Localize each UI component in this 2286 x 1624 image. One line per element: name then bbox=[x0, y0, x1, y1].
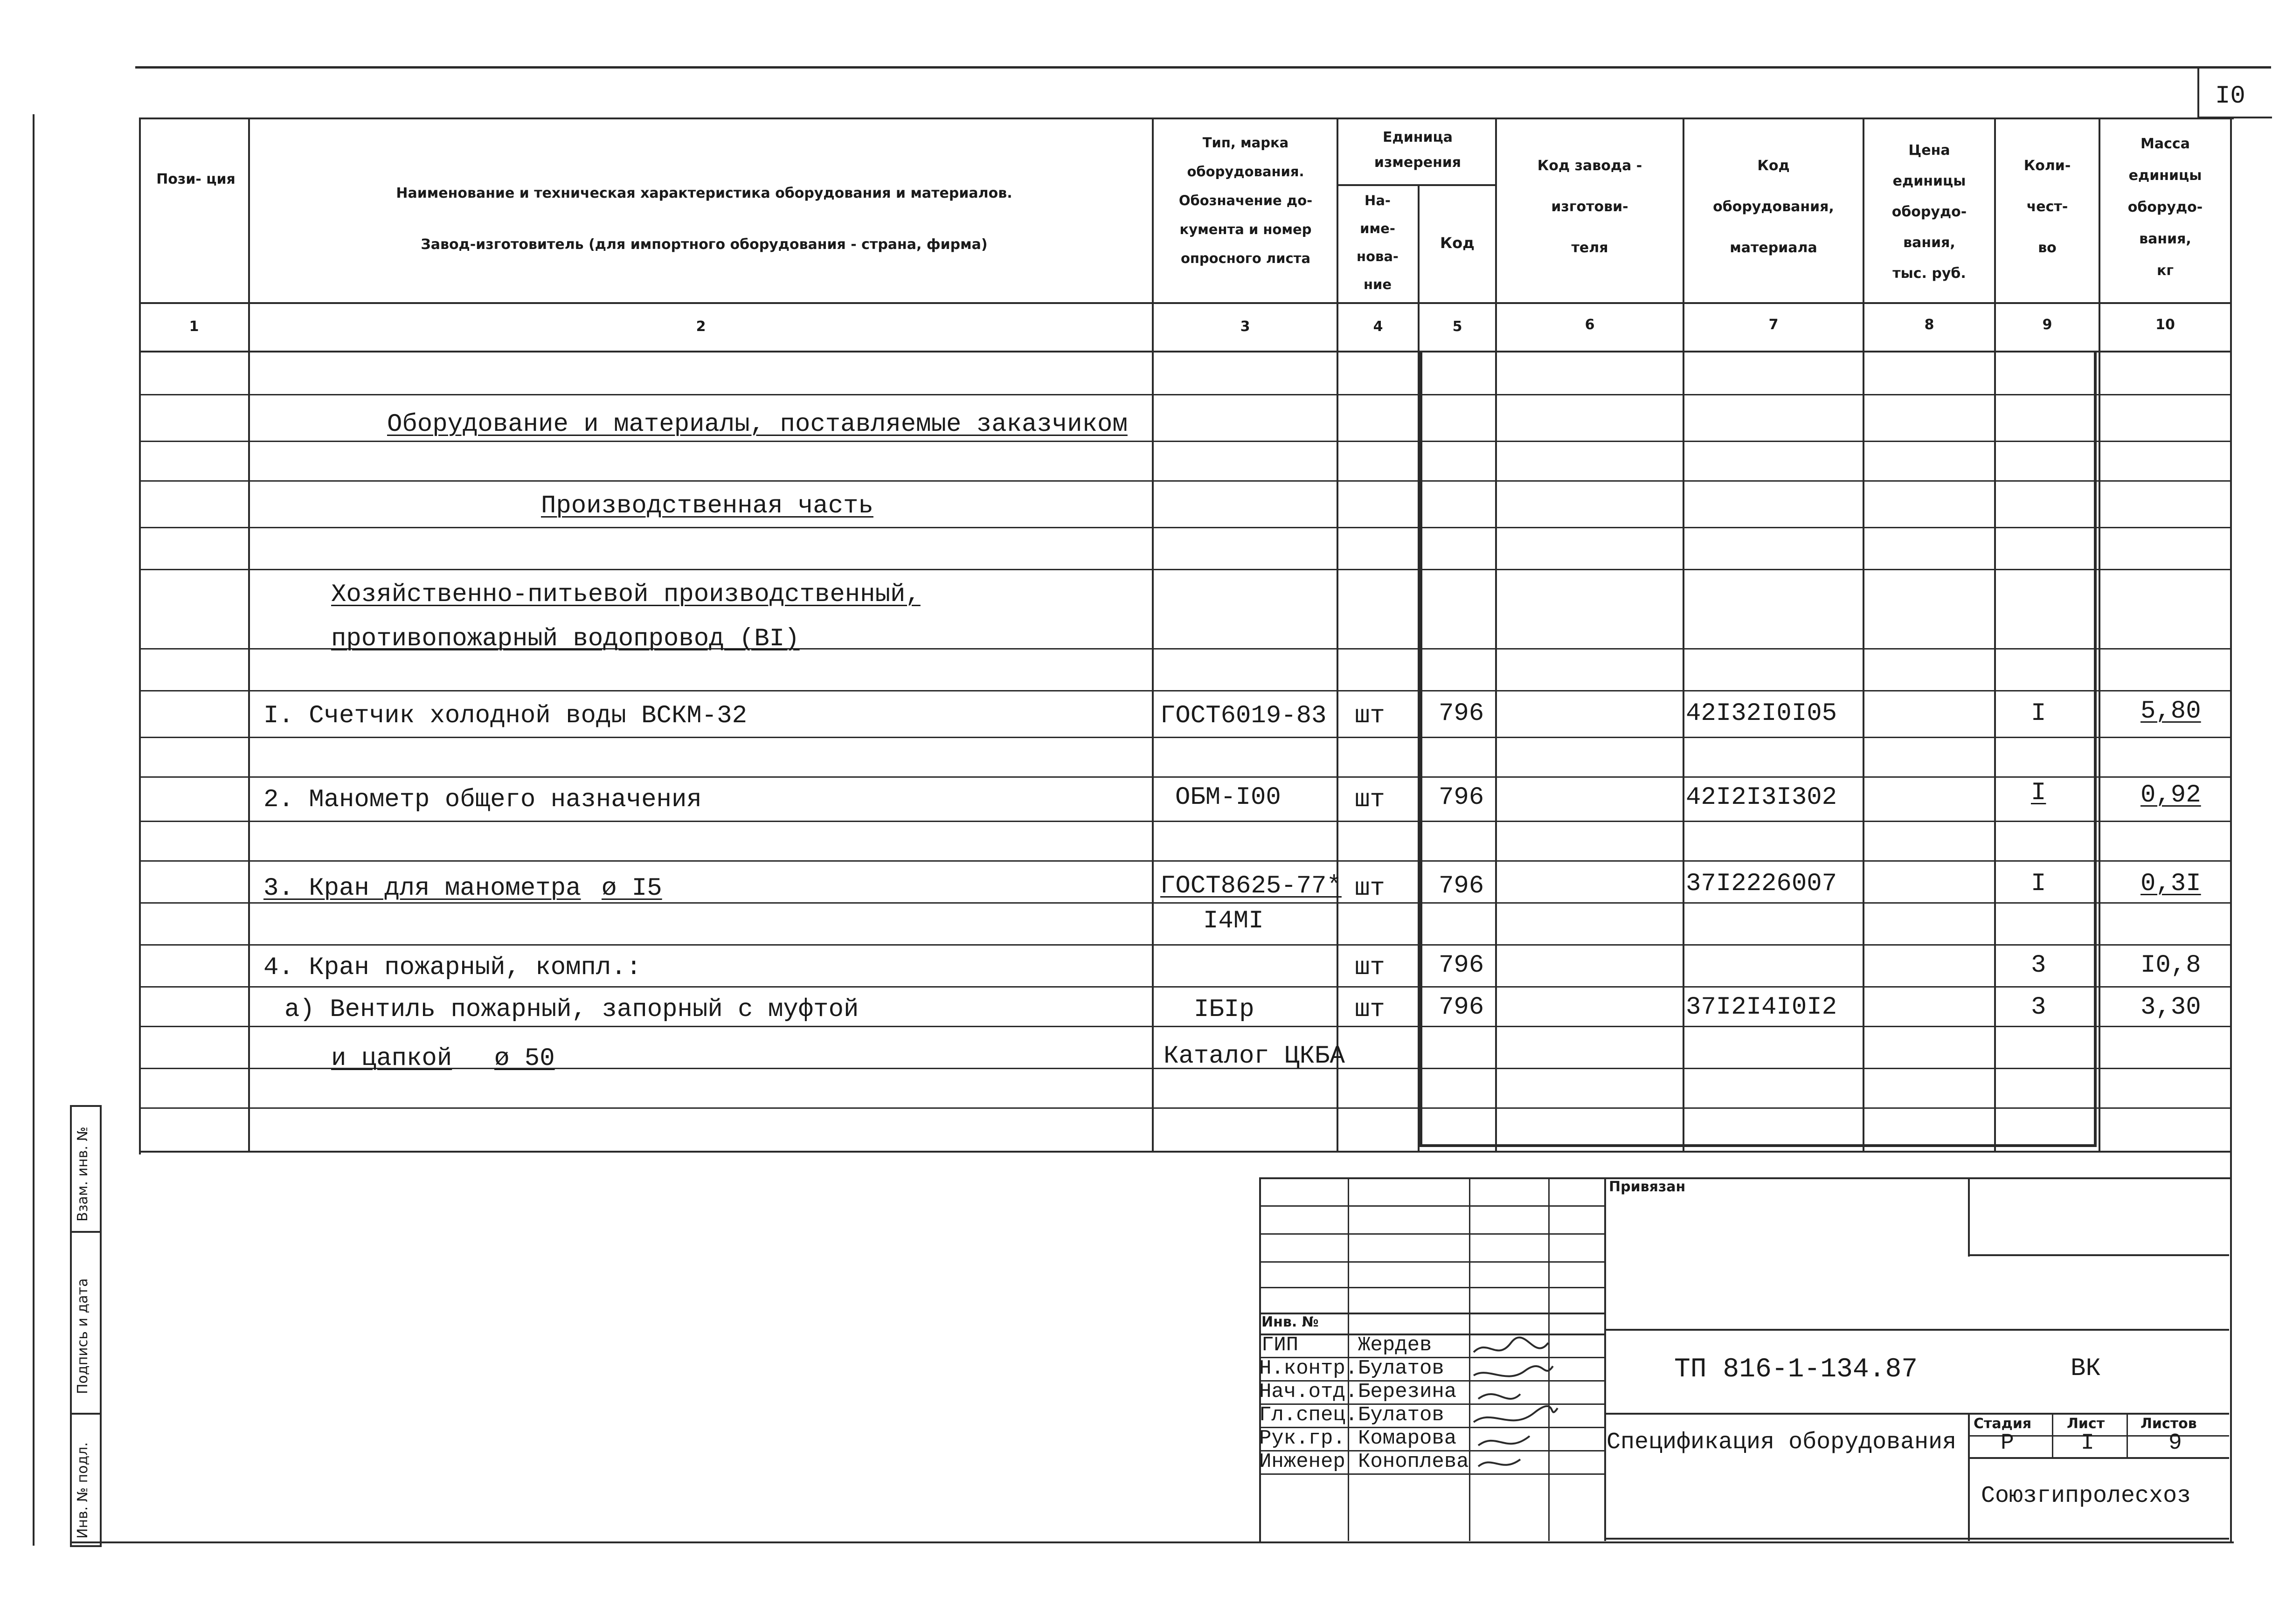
colnum-4: 4 bbox=[1373, 318, 1383, 335]
row3-mass: 0,3I bbox=[2141, 870, 2201, 898]
row4a-name2-extra: ø 50 bbox=[494, 1044, 555, 1073]
row4a-type: IБIр bbox=[1194, 995, 1254, 1024]
side-label-a: Взам. инв. № bbox=[75, 1126, 91, 1222]
row4a-unit: шт bbox=[1355, 995, 1385, 1024]
section-title-1: Оборудование и материалы, поставляемые заказчиком bbox=[387, 410, 1128, 439]
row3-equip-code: 37I2226007 bbox=[1686, 870, 1837, 898]
sheet-number: I0 bbox=[2215, 82, 2245, 111]
top-border bbox=[135, 66, 2271, 69]
left-margin-line bbox=[33, 114, 35, 1546]
stamp-name-5: Комарова bbox=[1358, 1427, 1457, 1450]
row4-mass: I0,8 bbox=[2141, 951, 2201, 980]
row3-name: 3. Кран для манометра bbox=[263, 874, 581, 903]
header-col1: Пози- ция bbox=[156, 171, 236, 187]
side-label-b: Подпись и дата bbox=[75, 1278, 91, 1394]
stamp-role-2: Н.контр. bbox=[1259, 1357, 1358, 1380]
row2-type: ОБМ-I00 bbox=[1175, 783, 1281, 812]
row4a-equip-code: 37I2I4I0I2 bbox=[1686, 993, 1837, 1022]
row1-qty: I bbox=[2031, 699, 2046, 728]
stamp-doc-title: Спецификация оборудования bbox=[1607, 1429, 1957, 1456]
header-col3: Тип, марка оборудования. Обозначение до- кумента и номер опросного листа bbox=[1178, 135, 1313, 266]
row2-code: 796 bbox=[1439, 783, 1484, 812]
row2-name: 2. Манометр общего назначения bbox=[263, 786, 702, 814]
row1-type: ГОСТ6019-83 bbox=[1160, 702, 1327, 730]
row4-code: 796 bbox=[1439, 951, 1484, 980]
row3-name-extra: ø I5 bbox=[602, 874, 662, 903]
sheet-box-left bbox=[2197, 66, 2199, 118]
row2-unit: шт bbox=[1355, 786, 1385, 814]
header-col8: Цена единицы оборудо- вания, тыс. руб. bbox=[1891, 142, 1967, 282]
colnum-10: 10 bbox=[2155, 317, 2175, 333]
row4a-name2: и цапкой bbox=[331, 1044, 452, 1073]
section-title-3b: противопожарный водопровод (BI) bbox=[331, 625, 800, 653]
stamp-stage-label: Стадия bbox=[1974, 1416, 2032, 1432]
row1-equip-code: 42I32I0I05 bbox=[1686, 699, 1837, 728]
section-title-3a: Хозяйственно-питьевой производственный, bbox=[331, 580, 921, 609]
colnum-9: 9 bbox=[2042, 317, 2052, 333]
stamp-role-1: ГИП bbox=[1261, 1334, 1299, 1357]
row1-mass: 5,80 bbox=[2141, 697, 2201, 726]
stamp-name-2: Булатов bbox=[1358, 1357, 1444, 1380]
stamp-role-5: Рук.гр. bbox=[1259, 1427, 1345, 1450]
header-col10: Масса единицы оборудо- вания, кг bbox=[2127, 136, 2203, 279]
header-col4: На- име- нова- ние bbox=[1357, 193, 1399, 292]
section-title-2: Производственная часть bbox=[541, 492, 873, 520]
stamp-name-6: Коноплева bbox=[1358, 1450, 1469, 1473]
row4a-type2: Каталог ЦКБА bbox=[1164, 1042, 1345, 1071]
header-col9: Коли- чест- во bbox=[2023, 158, 2071, 256]
header-col2: Наименование и техническая характеристика оборудования и материалов. Завод-изготовитель (для импортного оборудования - страна, фирма) bbox=[396, 185, 1012, 253]
row1-unit: шт bbox=[1355, 702, 1385, 730]
stamp-name-4: Булатов bbox=[1358, 1403, 1444, 1427]
stamp-sheets-label: Листов bbox=[2141, 1416, 2197, 1432]
colnum-1: 1 bbox=[189, 318, 199, 335]
stamp-sheets: 9 bbox=[2168, 1431, 2182, 1456]
stamp-role-3: Нач.отд. bbox=[1259, 1380, 1358, 1403]
row4-name: 4. Кран пожарный, компл.: bbox=[263, 954, 642, 982]
stamp-privyazan: Привязан bbox=[1609, 1179, 1686, 1195]
colnum-3: 3 bbox=[1240, 318, 1250, 335]
stamp-stage: Р bbox=[2001, 1431, 2014, 1456]
stamp-sheet-label: Лист bbox=[2067, 1416, 2105, 1432]
colnum-2: 2 bbox=[696, 318, 706, 335]
row4a-code: 796 bbox=[1439, 993, 1484, 1022]
stamp-doc-mark: ВК bbox=[2071, 1354, 2101, 1383]
row2-mass: 0,92 bbox=[2141, 781, 2201, 809]
row4a-name: а) Вентиль пожарный, запорный с муфтой bbox=[284, 995, 859, 1024]
header-col7: Код оборудования, материала bbox=[1713, 158, 1834, 256]
stamp-name-1: Жердев bbox=[1358, 1334, 1432, 1357]
row3-qty: I bbox=[2031, 870, 2046, 898]
row3-type2: I4MI bbox=[1203, 907, 1264, 935]
stamp-sheet: I bbox=[2081, 1431, 2094, 1456]
colnum-5: 5 bbox=[1452, 318, 1462, 335]
colnum-6: 6 bbox=[1585, 317, 1595, 333]
colnum-7: 7 bbox=[1768, 317, 1779, 333]
stamp-role-6: Инженер bbox=[1259, 1450, 1345, 1473]
stamp-inv-no: Инв. № bbox=[1261, 1314, 1319, 1330]
header-unit-group: Единица измерения bbox=[1374, 129, 1462, 171]
stamp-org: Союзгипролесхоз bbox=[1981, 1483, 2191, 1509]
colnum-8: 8 bbox=[1924, 317, 1934, 333]
row1-code: 796 bbox=[1439, 699, 1484, 728]
row3-unit: шт bbox=[1355, 874, 1385, 903]
row4-qty: 3 bbox=[2031, 951, 2046, 980]
row1-name: I. Счетчик холодной воды ВСКМ-32 bbox=[263, 702, 747, 730]
row3-code: 796 bbox=[1439, 872, 1484, 900]
stamp-name-3: Березина bbox=[1358, 1380, 1457, 1403]
signature-scribbles bbox=[1469, 1334, 1609, 1473]
stamp-doc-code: ТП 816-1-134.87 bbox=[1674, 1354, 1918, 1385]
row2-qty: I bbox=[2031, 779, 2046, 807]
side-label-c: Инв. № подл. bbox=[75, 1442, 91, 1539]
row4a-qty: 3 bbox=[2031, 993, 2046, 1022]
stamp-role-4: Гл.спец. bbox=[1259, 1403, 1358, 1427]
row4-unit: шт bbox=[1355, 954, 1385, 982]
header-col6: Код завода - изготови- теля bbox=[1537, 158, 1642, 256]
row3-type: ГОСТ8625-77* bbox=[1160, 872, 1342, 900]
row4a-mass: 3,30 bbox=[2141, 993, 2201, 1022]
row2-equip-code: 42I2I3I302 bbox=[1686, 783, 1837, 812]
header-col5: Код bbox=[1440, 234, 1475, 252]
